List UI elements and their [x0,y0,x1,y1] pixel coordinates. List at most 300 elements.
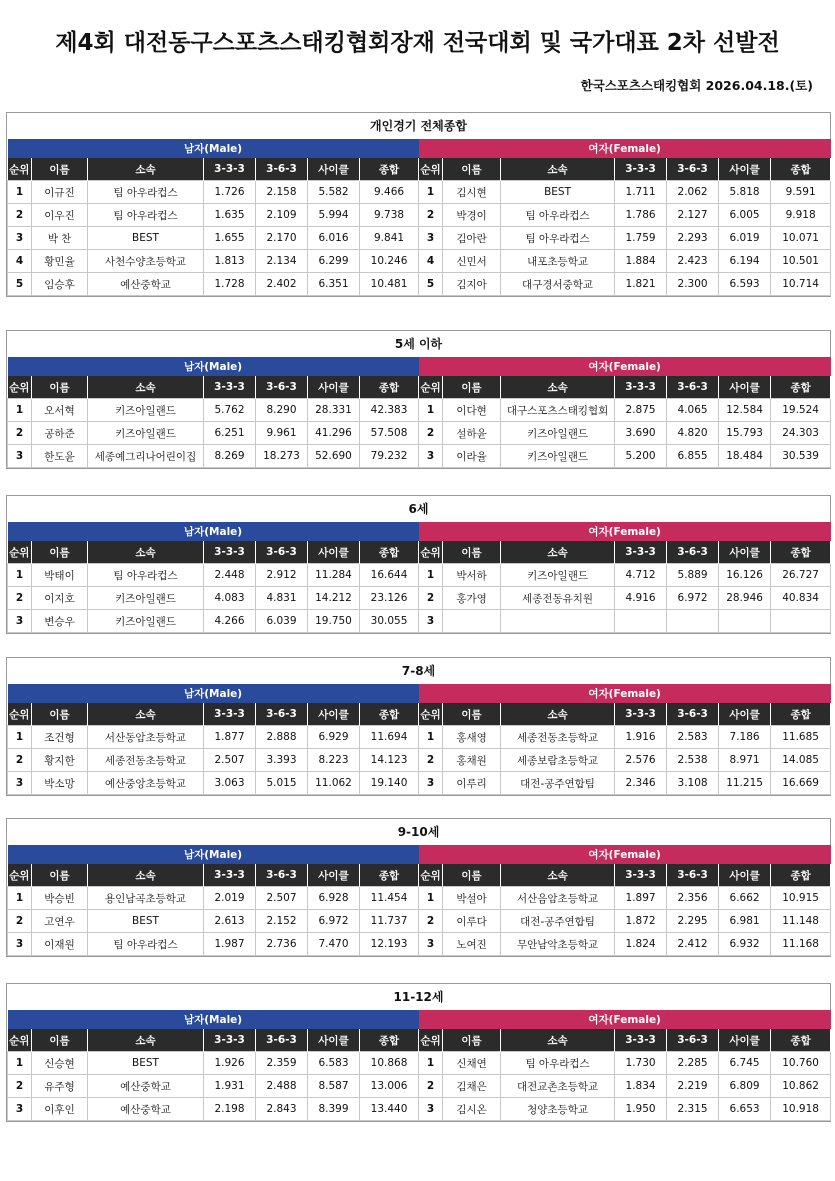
female-cell: 2.423 [667,250,719,273]
male-cell: 5.015 [256,772,308,795]
male-cell: 8.290 [256,399,308,422]
column-header: 3-3-3 [615,541,667,564]
column-header: 종합 [360,703,419,726]
male-cell: 1.877 [204,726,256,749]
table-row [8,1075,831,1098]
male-cell: 4.266 [204,610,256,633]
female-cell: 1.916 [615,726,667,749]
column-header: 소속 [88,541,204,564]
female-cell: 1 [419,726,443,749]
male-header: 남자(Male) [8,845,419,864]
column-header: 이름 [443,703,501,726]
male-cell: 2 [8,422,32,445]
column-header: 3-6-3 [256,1029,308,1052]
female-cell: 6.932 [719,933,771,956]
male-cell: 9.961 [256,422,308,445]
column-header: 사이클 [719,541,771,564]
column-header: 순위 [8,376,32,399]
female-cell: 30.539 [771,445,831,468]
column-header: 3-3-3 [615,376,667,399]
male-cell: 11.694 [360,726,419,749]
page-title: 제4회 대전동구스포츠스태킹협회장재 전국대회 및 국가대표 2차 선발전 [55,30,780,56]
female-cell: 2 [419,749,443,772]
female-cell: 6.653 [719,1098,771,1121]
male-cell: 예산중학교 [88,273,204,296]
female-cell: 1 [419,564,443,587]
female-cell [501,610,615,633]
female-cell: 키즈아일랜드 [501,445,615,468]
female-cell: 대전교촌초등학교 [501,1075,615,1098]
male-cell: 3 [8,610,32,633]
male-cell: 2.402 [256,273,308,296]
male-cell: 1 [8,564,32,587]
male-cell: 1 [8,726,32,749]
column-header: 종합 [771,376,831,399]
column-header: 이름 [32,864,88,887]
column-header: 소속 [501,158,615,181]
male-cell: 9.738 [360,204,419,227]
column-header: 순위 [419,703,443,726]
column-header: 사이클 [308,703,360,726]
female-cell: 2.219 [667,1075,719,1098]
female-cell: 10.760 [771,1052,831,1075]
male-cell: 30.055 [360,610,419,633]
section-title: 11-12세 [393,990,444,1004]
table-row [8,399,831,422]
male-cell: 1 [8,399,32,422]
female-cell: 대구경서중학교 [501,273,615,296]
male-cell: 2.507 [256,887,308,910]
female-cell: 1.821 [615,273,667,296]
female-cell: 6.981 [719,910,771,933]
female-cell: 이루다 [443,910,501,933]
female-cell: 15.793 [719,422,771,445]
female-cell [771,610,831,633]
column-header: 순위 [8,1029,32,1052]
female-cell: 6.194 [719,250,771,273]
male-cell: 2.448 [204,564,256,587]
female-cell [615,610,667,633]
female-cell: 설하윤 [443,422,501,445]
male-cell: 이후인 [32,1098,88,1121]
female-cell: 6.855 [667,445,719,468]
column-header: 3-3-3 [615,158,667,181]
male-cell: 예산중앙초등학교 [88,772,204,795]
column-header: 3-3-3 [204,703,256,726]
female-cell: 신채연 [443,1052,501,1075]
column-header: 소속 [88,703,204,726]
column-header: 사이클 [308,158,360,181]
male-cell: 3.393 [256,749,308,772]
female-cell: 16.669 [771,772,831,795]
column-header: 소속 [501,703,615,726]
column-header: 소속 [88,864,204,887]
female-header: 여자(Female) [419,1010,831,1029]
male-cell: 용인남곡초등학교 [88,887,204,910]
female-cell: 2.583 [667,726,719,749]
male-cell: 6.299 [308,250,360,273]
female-cell: 키즈아일랜드 [501,422,615,445]
female-cell: 이라율 [443,445,501,468]
column-header: 이름 [443,864,501,887]
male-cell: 1.726 [204,181,256,204]
column-header: 3-6-3 [256,376,308,399]
male-cell: 14.212 [308,587,360,610]
female-cell: 2.293 [667,227,719,250]
female-cell: 6.662 [719,887,771,910]
male-cell: 6.016 [308,227,360,250]
section-title: 6세 [408,502,429,516]
female-cell: 2.538 [667,749,719,772]
female-cell: 2.062 [667,181,719,204]
female-cell: 1.872 [615,910,667,933]
column-header: 이름 [32,1029,88,1052]
column-header: 소속 [501,864,615,887]
male-header: 남자(Male) [8,522,419,541]
male-cell: 28.331 [308,399,360,422]
male-cell: 신승현 [32,1052,88,1075]
male-cell: 이재원 [32,933,88,956]
section-block [6,983,831,1122]
column-header: 사이클 [308,376,360,399]
male-cell: 팀 아우라컵스 [88,933,204,956]
column-header: 순위 [8,158,32,181]
male-cell: 2.613 [204,910,256,933]
male-cell: 57.508 [360,422,419,445]
female-header: 여자(Female) [419,357,831,376]
column-header: 사이클 [719,158,771,181]
female-cell: 1 [419,399,443,422]
female-cell: 26.727 [771,564,831,587]
female-cell: 노여진 [443,933,501,956]
female-cell: 11.685 [771,726,831,749]
table-row [8,887,831,910]
female-cell: 세종전동유치원 [501,587,615,610]
female-cell: 5.200 [615,445,667,468]
female-cell: 14.085 [771,749,831,772]
female-cell: 홍채원 [443,749,501,772]
female-cell: 11.168 [771,933,831,956]
male-cell: 예산중학교 [88,1075,204,1098]
section-title: 개인경기 전체종합 [370,119,467,133]
female-cell: 5 [419,273,443,296]
female-cell [719,610,771,633]
female-cell: 10.071 [771,227,831,250]
female-cell: 3.108 [667,772,719,795]
table-row [8,726,831,749]
male-cell: 오서혁 [32,399,88,422]
male-cell: 12.193 [360,933,419,956]
male-cell: 2.359 [256,1052,308,1075]
male-cell: 황민율 [32,250,88,273]
column-header: 3-6-3 [667,376,719,399]
male-cell: 8.399 [308,1098,360,1121]
column-header: 순위 [419,541,443,564]
female-cell: 서산음암초등학교 [501,887,615,910]
male-cell: 키즈아일랜드 [88,422,204,445]
female-cell: 팀 아우라컵스 [501,1052,615,1075]
male-header: 남자(Male) [8,1010,419,1029]
female-cell: 6.972 [667,587,719,610]
male-cell: 황지한 [32,749,88,772]
male-cell: 6.929 [308,726,360,749]
female-cell: 3.690 [615,422,667,445]
female-cell: 6.745 [719,1052,771,1075]
male-cell: 19.140 [360,772,419,795]
column-header: 소속 [88,376,204,399]
female-cell: 6.019 [719,227,771,250]
female-cell: 대전-공주연합팀 [501,910,615,933]
male-cell: 8.269 [204,445,256,468]
section-title: 7-8세 [401,664,436,678]
male-cell: 2 [8,749,32,772]
female-cell: 박서하 [443,564,501,587]
male-cell: 2.888 [256,726,308,749]
column-header: 3-3-3 [204,864,256,887]
table-row [8,445,831,468]
column-header: 종합 [771,1029,831,1052]
male-cell: 3 [8,1098,32,1121]
male-cell: 1.926 [204,1052,256,1075]
male-cell: 10.246 [360,250,419,273]
female-cell: 2 [419,910,443,933]
column-header: 이름 [443,158,501,181]
results-table [7,522,831,633]
male-cell: 6.972 [308,910,360,933]
female-cell: 이다현 [443,399,501,422]
male-cell: 유주형 [32,1075,88,1098]
female-header: 여자(Female) [419,845,831,864]
column-header: 이름 [32,158,88,181]
male-cell: 4.083 [204,587,256,610]
male-cell: 2.152 [256,910,308,933]
male-cell: 6.251 [204,422,256,445]
male-cell: 세종전동초등학교 [88,749,204,772]
female-cell: 대구스포츠스태킹협회 [501,399,615,422]
column-header: 종합 [360,376,419,399]
male-cell: 16.644 [360,564,419,587]
column-header: 3-3-3 [204,158,256,181]
female-cell: 2.412 [667,933,719,956]
column-header: 사이클 [719,1029,771,1052]
table-row [8,422,831,445]
column-header: 종합 [771,541,831,564]
female-cell: 7.186 [719,726,771,749]
female-cell: 11.148 [771,910,831,933]
male-cell: 박태이 [32,564,88,587]
male-cell: 4.831 [256,587,308,610]
column-header: 소속 [501,376,615,399]
male-cell: 키즈아일랜드 [88,610,204,633]
column-header: 3-3-3 [615,864,667,887]
column-header: 순위 [8,703,32,726]
column-header: 3-3-3 [615,1029,667,1052]
male-cell: 11.737 [360,910,419,933]
column-header: 3-6-3 [667,864,719,887]
male-cell: 1.931 [204,1075,256,1098]
female-cell: 1.759 [615,227,667,250]
male-cell: 1 [8,181,32,204]
male-cell: 1 [8,887,32,910]
female-cell: 세종전동초등학교 [501,726,615,749]
male-cell: 8.223 [308,749,360,772]
male-cell: 23.126 [360,587,419,610]
male-cell: 9.841 [360,227,419,250]
male-cell: 팀 아우라컵스 [88,564,204,587]
column-header: 순위 [419,158,443,181]
male-cell: 2.134 [256,250,308,273]
female-cell: 10.915 [771,887,831,910]
results-table [7,357,831,468]
male-cell: 79.232 [360,445,419,468]
female-cell: 2.576 [615,749,667,772]
male-cell: 2.158 [256,181,308,204]
table-row [8,273,831,296]
column-header: 3-6-3 [256,158,308,181]
column-header: 종합 [360,541,419,564]
female-cell: 6.005 [719,204,771,227]
results-table [7,684,831,795]
male-cell: 5 [8,273,32,296]
column-header: 사이클 [308,864,360,887]
column-header: 3-3-3 [204,541,256,564]
column-header: 종합 [771,158,831,181]
male-cell: 이규진 [32,181,88,204]
column-header: 이름 [443,1029,501,1052]
female-cell: 4.820 [667,422,719,445]
organizer-date: 한국스포츠스태킹협회 2026.04.18.(토) [580,78,813,93]
male-cell: 1.728 [204,273,256,296]
section-title: 5세 이하 [394,337,443,351]
male-cell: 13.440 [360,1098,419,1121]
female-cell: 내포초등학교 [501,250,615,273]
column-header: 순위 [8,864,32,887]
column-header: 이름 [32,541,88,564]
table-row [8,772,831,795]
female-cell: 1.730 [615,1052,667,1075]
column-header: 소속 [501,541,615,564]
male-cell: 2.198 [204,1098,256,1121]
female-header: 여자(Female) [419,139,831,158]
female-cell: 박경이 [443,204,501,227]
male-cell: 예산중학교 [88,1098,204,1121]
male-cell: 5.582 [308,181,360,204]
male-cell: 6.351 [308,273,360,296]
female-cell: 홍새영 [443,726,501,749]
table-row [8,250,831,273]
male-cell: 변승우 [32,610,88,633]
male-cell: 6.039 [256,610,308,633]
female-cell: 2.285 [667,1052,719,1075]
female-cell: 2 [419,587,443,610]
female-cell: 세종보람초등학교 [501,749,615,772]
female-cell [443,610,501,633]
male-cell: 박승빈 [32,887,88,910]
male-cell: 6.583 [308,1052,360,1075]
column-header: 종합 [771,703,831,726]
female-cell: 3 [419,933,443,956]
female-cell: 김시현 [443,181,501,204]
column-header: 종합 [360,864,419,887]
male-cell: 임승후 [32,273,88,296]
column-header: 순위 [8,541,32,564]
female-cell: 4.916 [615,587,667,610]
male-cell: 한도윤 [32,445,88,468]
male-cell: 2 [8,587,32,610]
female-cell: 10.501 [771,250,831,273]
results-table [7,1010,831,1121]
male-cell: 1.635 [204,204,256,227]
table-row [8,1052,831,1075]
female-cell: 5.818 [719,181,771,204]
female-cell: 8.971 [719,749,771,772]
male-cell: 이지호 [32,587,88,610]
male-header: 남자(Male) [8,357,419,376]
female-cell: 2.315 [667,1098,719,1121]
male-cell: 키즈아일랜드 [88,399,204,422]
male-cell: 11.454 [360,887,419,910]
column-header: 소속 [88,158,204,181]
female-cell: 박설아 [443,887,501,910]
female-cell: 6.809 [719,1075,771,1098]
female-cell: 팀 아우라컵스 [501,227,615,250]
female-cell: 4.065 [667,399,719,422]
female-cell: 10.918 [771,1098,831,1121]
male-cell: 박 찬 [32,227,88,250]
column-header: 순위 [419,1029,443,1052]
column-header: 3-6-3 [256,864,308,887]
female-cell: BEST [501,181,615,204]
female-cell: 1 [419,1052,443,1075]
female-cell: 1.786 [615,204,667,227]
table-row [8,564,831,587]
female-cell: 2.295 [667,910,719,933]
section-block [6,330,831,469]
male-cell: 2.912 [256,564,308,587]
female-cell: 5.889 [667,564,719,587]
column-header: 순위 [419,376,443,399]
male-cell: 6.928 [308,887,360,910]
column-header: 3-6-3 [667,1029,719,1052]
male-cell: 이우진 [32,204,88,227]
column-header: 3-6-3 [667,703,719,726]
male-cell: 3 [8,772,32,795]
female-cell: 1.834 [615,1075,667,1098]
column-header: 종합 [360,158,419,181]
male-cell: 7.470 [308,933,360,956]
male-cell: 사천수양초등학교 [88,250,204,273]
female-cell: 4.712 [615,564,667,587]
female-cell: 팀 아우라컵스 [501,204,615,227]
column-header: 이름 [32,703,88,726]
male-cell: BEST [88,1052,204,1075]
male-cell: 세종예그리나어린이집 [88,445,204,468]
column-header: 이름 [443,541,501,564]
male-cell: 1 [8,1052,32,1075]
table-row [8,749,831,772]
female-cell: 16.126 [719,564,771,587]
female-cell: 11.215 [719,772,771,795]
male-cell: 18.273 [256,445,308,468]
male-cell: 1.987 [204,933,256,956]
female-cell: 김지아 [443,273,501,296]
female-cell: 9.918 [771,204,831,227]
column-header: 순위 [419,864,443,887]
section-title: 9-10세 [397,825,440,839]
female-cell: 3 [419,772,443,795]
male-cell: 키즈아일랜드 [88,587,204,610]
male-cell: 3 [8,933,32,956]
